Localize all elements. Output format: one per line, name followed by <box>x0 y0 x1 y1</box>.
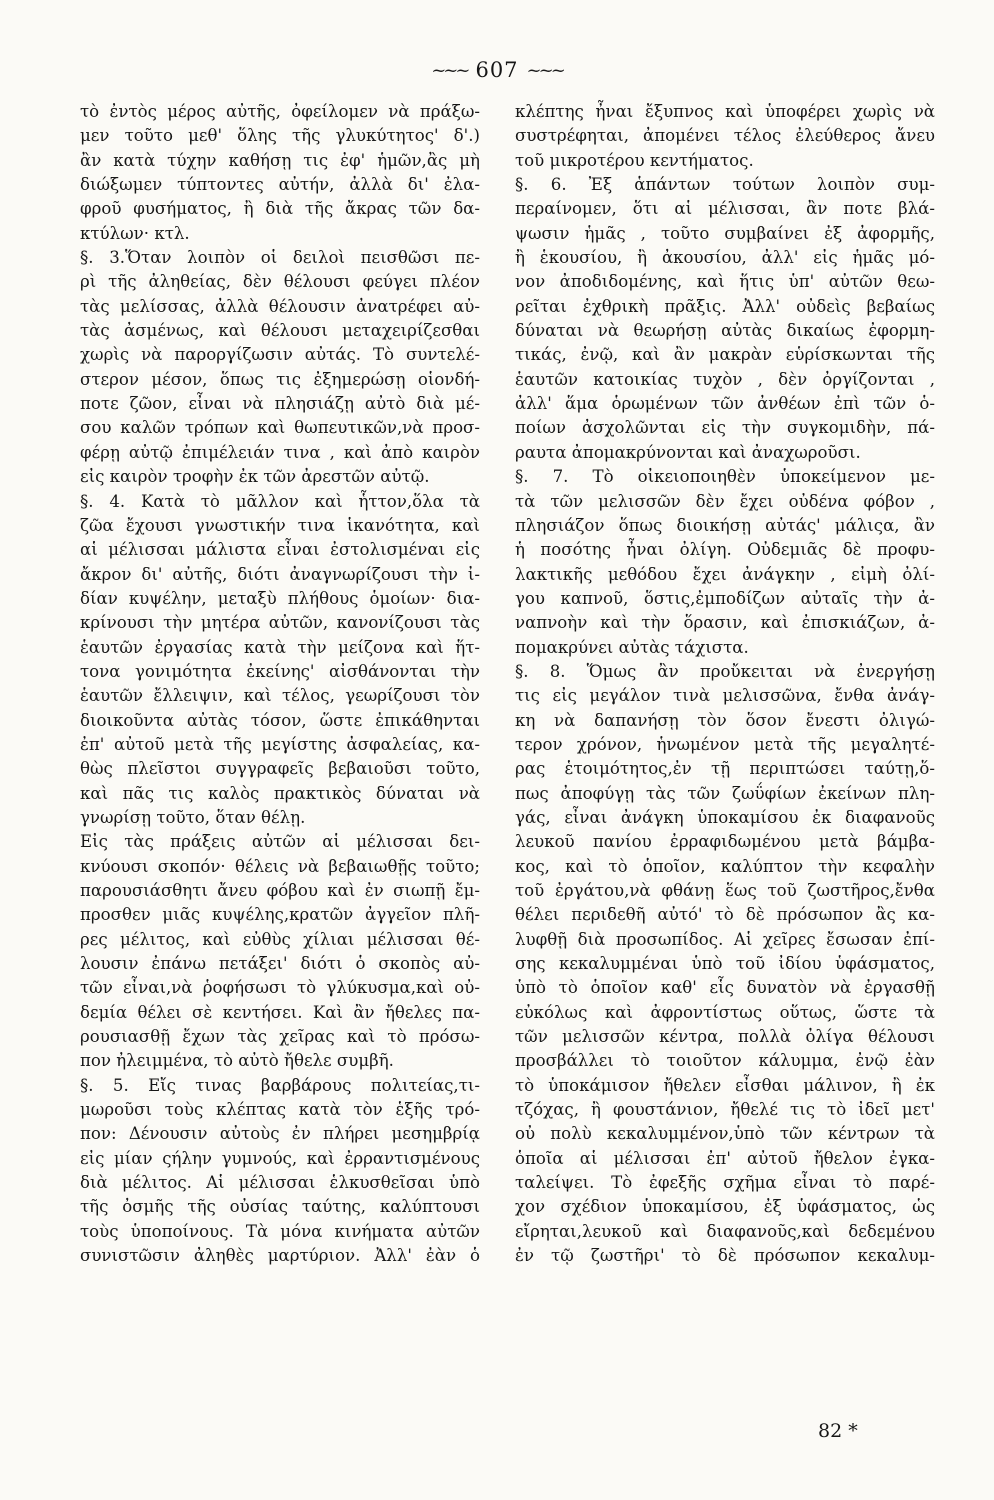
text-line: εὐκόλως καὶ ἀφροντίστως οὕτως, ὥστε τὰ <box>515 1002 935 1022</box>
text-line: §. 7. Τὸ οἰκειοποιηθὲν ὑποκείμενον με- <box>515 467 935 487</box>
text-line: ἐπ' αὐτοῦ μετὰ τῆς μεγίστης ἀσφαλείας, κα- <box>80 734 480 754</box>
page-number: 607 <box>475 58 519 82</box>
text-line: προσβάλλει τὸ τοιοῦτον κάλυμμα, ἐνῷ ἐὰν <box>515 1051 935 1071</box>
text-line: λακτικῆς μεθόδου ἔχει ἀνάγκην , εἰμὴ ὀλί- <box>515 564 935 584</box>
text-line: ἂν κατὰ τύχην καθήσῃ τις ἐφ' ἡμῶν,ἂς μὴ <box>80 150 480 170</box>
text-line: θέλει περιδεθῆ αὐτό' τὸ δὲ πρόσωπον ἂς κα- <box>515 905 935 925</box>
text-line: λευκοῦ πανίου ἐρραφιδωμένου μετὰ βάμβα- <box>515 832 935 852</box>
text-line: ἑαυτῶν κατοικίας τυχὸν , δὲν ὀργίζονται , <box>515 369 935 389</box>
text-line: πον: Δένουσιν αὐτοὺς ἐν πλήρει μεσημβρίᾳ <box>80 1124 480 1144</box>
text-line: τῶν μελισσῶν κέντρα, πολλὰ ὀλίγα θέλουσι <box>515 1027 935 1047</box>
text-line: τὰς ἀσμένως, καὶ θέλουσι μεταχειρίζεσθαι <box>80 321 480 341</box>
text-line: ἐν τῷ ζωστῆρι' τὸ δὲ πρόσωπον κεκαλυμ- <box>515 1246 935 1266</box>
text-line: στερον μέσον, ὅπως τις ἐξημερώσῃ οἱονδή- <box>80 369 480 389</box>
text-line: νον ἀποδιδομένης, καὶ ἥτις ὑπ' αὐτῶν θεω- <box>515 272 935 292</box>
text-line: φέρῃ αὐτῷ ἐπιμέλειάν τινα , καὶ ἀπὸ καιρὸν <box>80 442 480 462</box>
text-line: τὸ ἐντὸς μέρος αὐτῆς, ὀφείλομεν νὰ πράξω- <box>80 102 480 121</box>
text-line: §. 3.Ὅταν λοιπὸν οἱ δειλοὶ πεισθῶσι πε- <box>80 248 480 268</box>
text-line: δύναται νὰ θεωρήσῃ αὐτὰς δικαίως ἐφορμη- <box>515 321 935 341</box>
text-line: χον σχέδιον ὑποκαμίσου, ἐξ ὑφάσματος, ὡς <box>515 1197 935 1217</box>
text-line: τὸ ὑποκάμισον ἤθελεν εἶσθαι μάλινον, ἢ ἐκ <box>515 1075 935 1095</box>
text-line: ἑαυτῶν ἐργασίας κατὰ τὴν μείζονα καὶ ἥτ- <box>80 637 480 657</box>
ornament-left: ~~~ <box>431 59 468 81</box>
text-line: εἴρηται,λευκοῦ καὶ διαφανοῦς,καὶ δεδεμένου <box>515 1221 935 1241</box>
text-line: τις εἰς μεγάλον τινὰ μελισσῶνα, ἔνθα ἀνάγ- <box>515 686 935 706</box>
text-line: μεν τοῦτο μεθ' ὅλης τῆς γλυκύτητος' δ'.) <box>80 126 480 146</box>
text-line: τζόχας, ἢ φουστάνιον, ἤθελέ τις τὸ ἰδεῖ μετ' <box>515 1100 935 1120</box>
text-line: τοῦ ἐργάτου,νὰ φθάνῃ ἕως τοῦ ζωστῆρος,ἔνθα <box>515 881 935 900</box>
text-line: μωροῦσι τοὺς κλέπτας κατὰ τὸν ἑξῆς τρό- <box>80 1100 480 1120</box>
text-line: κος, καὶ τὸ ὁποῖον, καλύπτον τὴν κεφαλὴν <box>515 856 935 876</box>
text-line: πον ἠλειμμένα, τὸ αὐτὸ ἤθελε συμβῆ. <box>80 1051 394 1071</box>
text-line: ταλείψει. Τὸ ἐφεξῆς σχῆμα εἶναι τὸ παρέ- <box>515 1173 935 1193</box>
text-line: συνιστῶσιν ἀληθὲς μαρτύριον. Ἀλλ' ἐὰν ὁ <box>80 1246 480 1266</box>
text-line: παρουσιάσθητι ἄνευ φόβου καὶ ἐν σιωπῇ ἔμ- <box>80 881 480 900</box>
text-line: ψωσιν ἡμᾶς , τοῦτο συμβαίνει ἐξ ἀφορμῆς, <box>515 223 935 243</box>
text-line: ἑαυτῶν ἔλλειψιν, καὶ τέλος, γεωρίζουσι τὸν <box>80 686 480 706</box>
text-line: κλέπτης ἦναι ἔξυπνος καὶ ὑποφέρει χωρὶς νὰ <box>515 102 935 121</box>
text-line: καὶ πᾶς τις καλὸς πρακτικὸς δύναται νὰ <box>80 783 480 803</box>
text-line: ὑπὸ τὸ ὁποῖον καθ' εἷς δυνατὸν νὰ ἐργασθῇ <box>515 978 935 998</box>
text-line: ρὶ τῆς ἀληθείας, δὲν θέλουσι φεύγει πλέον <box>80 272 480 292</box>
text-line: προσθεν μιᾶς κυψέλης,κρατῶν ἀγγεῖον πλῆ- <box>80 905 480 925</box>
text-line: τὰ τῶν μελισσῶν δὲν ἔχει οὐδένα φόβον , <box>515 491 935 511</box>
text-line: πομακρύνει αὐτὰς τάχιστα. <box>515 637 749 657</box>
page-header <box>0 58 994 82</box>
text-line: τὰς μελίσσας, ἀλλὰ θέλουσιν ἀνατρέφει αὐ- <box>80 296 480 316</box>
text-line: αἱ μέλισσαι μάλιστα εἶναι ἐστολισμέναι εἰς <box>80 540 480 560</box>
text-line: ποτε ζῶον, εἶναι νὰ πλησιάζῃ αὐτὸ διὰ μέ- <box>80 394 480 414</box>
right-column <box>515 100 935 1269</box>
text-line: ρεῖται ἐχθρικὴ πρᾶξις. Ἀλλ' οὐδεὶς βεβαίως <box>515 296 935 316</box>
text-line: τοῦ μικροτέρου κεντήματος. <box>515 150 754 170</box>
left-column <box>80 100 480 1269</box>
text-line: ρουσιασθῇ ἔχων τὰς χεῖρας καὶ τὸ πρόσω- <box>80 1027 480 1047</box>
text-line: διὰ μέλιτος. Αἱ μέλισσαι ἑλκυσθεῖσαι ὑπὸ <box>80 1173 480 1193</box>
text-line: δεμία θέλει σὲ κεντήσει. Καὶ ἂν ἤθελες πα- <box>80 1002 480 1022</box>
text-line: ὁποῖα αἱ μέλισσαι ἐπ' αὐτοῦ ἤθελον ἐγκα- <box>515 1148 935 1168</box>
text-line: ναπνοὴν καὶ τὴν ὅρασιν, καὶ ἐπισκιάζων, ἀ- <box>515 613 935 633</box>
text-line: φροῦ φυσήματος, ἢ διὰ τῆς ἄκρας τῶν δα- <box>80 199 480 219</box>
text-line: οὐ πολὺ κεκαλυμμένον,ὑπὸ τῶν κέντρων τὰ <box>515 1124 935 1144</box>
text-line: ἀλλ' ἅμα ὁρωμένων τῶν ἀνθέων ἐπὶ τῶν ὁ- <box>515 394 935 414</box>
text-line: τονα γονιμότητα ἐκείνης' αἰσθάνονται τὴν <box>80 661 480 681</box>
text-line: χωρὶς νὰ παροργίζωσιν αὐτάς. Τὸ συντελέ- <box>80 345 480 365</box>
text-line: ρας ἑτοιμότητος,ἐν τῇ περιπτώσει ταύτῃ,ὅ- <box>515 759 935 779</box>
text-line: Εἰς τὰς πράξεις αὐτῶν αἱ μέλισσαι δει- <box>80 832 480 852</box>
text-line: §. 8. Ὅμως ἂν προὔκειται νὰ ἐνεργήσῃ <box>515 661 935 681</box>
text-line: τοὺς ὑποποίνους. Τὰ μόνα κινήματα αὐτῶν <box>80 1221 480 1241</box>
text-line: ποίων ἀσχολῶνται εἰς τὴν συγκομιδὴν, πά- <box>515 418 935 438</box>
text-line: ἄκρον δι' αὐτῆς, διότι ἀναγνωρίζουσι τὴν ἰ- <box>80 564 480 584</box>
text-line: περαίνομεν, ὅτι αἱ μέλισσαι, ἂν ποτε βλά- <box>515 199 935 219</box>
text-line: κνύουσι σκοπόν· θέλεις νὰ βεβαιωθῇς τοῦτο; <box>80 856 480 876</box>
text-line: γου καπνοῦ, ὅστις,ἐμποδίζων αὐταῖς τὴν ἀ- <box>515 588 935 608</box>
text-line: πως ἀποφύγῃ τὰς τῶν ζωΰφίων ἐκείνων πλη- <box>515 783 935 803</box>
text-line: ἡ ποσότης ἦναι ὀλίγη. Οὐδεμιᾶς δὲ προφυ- <box>515 540 935 560</box>
signature-mark: 82 * <box>818 1420 858 1442</box>
text-line: σου καλῶν τρόπων καὶ θωπευτικῶν,νὰ προσ- <box>80 418 480 438</box>
text-line: λυφθῇ διὰ προσωπίδος. Αἱ χεῖρες ἔσωσαν ἐπί- <box>515 929 935 949</box>
ornament-right: ~~~ <box>526 59 563 81</box>
text-line: §. 4. Κατὰ τὸ μᾶλλον καὶ ἧττον,ὅλα τὰ <box>80 491 480 511</box>
text-line: κη νὰ δαπανήσῃ τὸν ὅσον ἔνεστι ὀλιγώ- <box>515 710 935 730</box>
text-line: §. 6. Ἐξ ἁπάντων τούτων λοιπὸν συμ- <box>515 175 935 195</box>
text-line: κρίνουσι τὴν μητέρα αὐτῶν, κανονίζουσι τὰς <box>80 613 480 633</box>
text-line: ραυτα ἀπομακρύνονται καὶ ἀναχωροῦσι. <box>515 442 861 462</box>
text-line: τῶν εἶναι,νὰ ῥοφήσωσι τὸ γλύκυσμα,καὶ οὐ- <box>80 978 480 998</box>
text-line: ρες μέλιτος, καὶ εὐθὺς χίλιαι μέλισσαι θέ- <box>80 929 480 949</box>
text-line: διώξωμεν τύπτοντες αὐτήν, ἀλλὰ δι' ἐλα- <box>80 175 480 195</box>
text-line: γνωρίσῃ τοῦτο, ὅταν θέλῃ. <box>80 807 306 827</box>
text-line: πλησιάζον ὅπως διοικήσῃ αὐτάς' μάλιςα, ἂν <box>515 515 935 535</box>
text-line: κτύλων· κτλ. <box>80 223 190 243</box>
text-line: γάς, εἶναι ἀνάγκη ὑποκαμίσου ἐκ διαφανοῦς <box>515 807 935 827</box>
text-line: διοικοῦντα αὐτὰς τόσον, ὥστε ἐπικάθηνται <box>80 710 480 730</box>
text-line: εἰς καιρὸν τροφὴν ἐκ τῶν ἀρεστῶν αὐτῷ. <box>80 467 430 487</box>
text-line: θὼς πλεῖστοι συγγραφεῖς βεβαιοῦσι τοῦτο, <box>80 759 480 779</box>
text-line: συστρέφηται, ἀπομένει τέλος ἐλεύθερος ἄνευ <box>515 126 935 146</box>
text-line: εἰς μίαν ςήλην γυμνούς, καὶ ἐρραντισμένους <box>80 1148 480 1168</box>
text-line: δίαν κυψέλην, μεταξὺ πλήθους ὁμοίων· δια- <box>80 588 480 608</box>
text-line: τερον χρόνον, ἡνωμένον μετὰ τῆς μεγαλητέ- <box>515 734 935 754</box>
text-line: τῆς ὀσμῆς τῆς οὐσίας ταύτης, καλύπτουσι <box>80 1197 480 1217</box>
text-line: §. 5. Εἴς τινας βαρβάρους πολιτείας,τι- <box>80 1075 480 1095</box>
text-line: ἢ ἑκουσίου, ἢ ἀκουσίου, ἀλλ' εἰς ἡμᾶς μό- <box>515 248 935 268</box>
text-line: ζῶα ἔχουσι γνωστικήν τινα ἱκανότητα, καὶ <box>80 515 480 535</box>
text-line: λουσιν ἐπάνω πετάξει' διότι ὁ σκοπὸς αὐ- <box>80 954 480 974</box>
text-line: σης κεκαλυμμέναι ὑπὸ τοῦ ἰδίου ὑφάσματος, <box>515 954 935 974</box>
text-line: τικάς, ἐνῷ, καὶ ἂν μακρὰν εὑρίσκωνται τῆς <box>515 345 935 365</box>
